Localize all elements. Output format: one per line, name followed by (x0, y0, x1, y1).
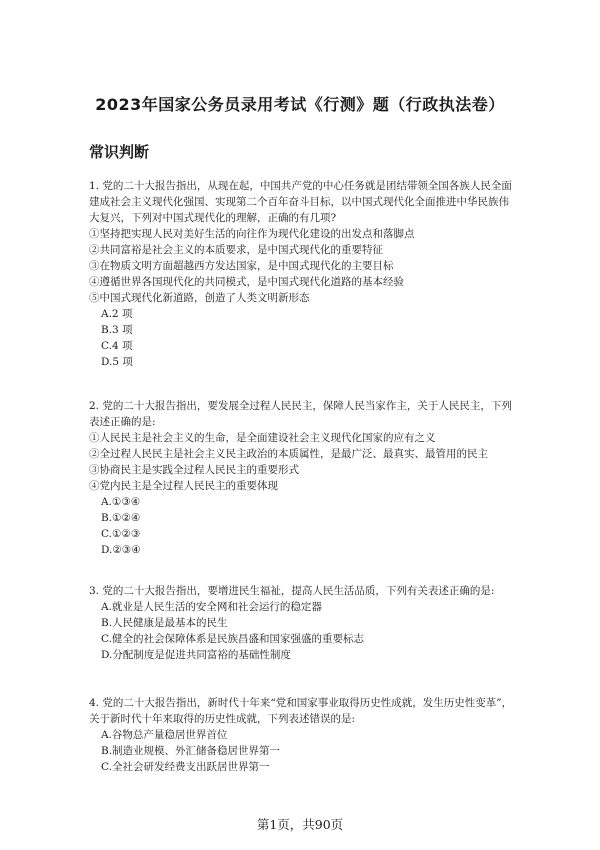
section-heading: 常识判断 (89, 143, 150, 161)
answer-option: C.健全的社会保障体系是民族昌盛和国家强盛的重要标志 (101, 633, 364, 645)
answer-option: D.②③④ (101, 544, 141, 556)
question-stem: 3. 党的二十大报告指出，要增进民生福祉，提高人民生活品质，下列有关表述正确的是: (89, 585, 495, 597)
statement: ①人民民主是社会主义的生命，是全面建设社会主义现代化国家的应有之义 (89, 432, 436, 444)
question-3 (89, 583, 519, 663)
answer-option: B.3 项 (101, 324, 133, 336)
answer-option: A.就业是人民生活的安全网和社会运行的稳定器 (101, 601, 322, 613)
question-2 (89, 398, 519, 558)
answer-option: B.①②④ (101, 512, 141, 524)
answer-option: A.①③④ (101, 496, 141, 508)
question-stem: 4. 党的二十大报告指出，新时代十年来“党和国家事业取得历史性成就，发生历史性变革”，关于新时代十年来取得的历史性成就，下列表述错误的是: (89, 697, 513, 725)
statement: ④党内民主是全过程人民民主的重要体现 (89, 480, 278, 492)
statement: ⑤中国式现代化新道路，创造了人类文明新形态 (89, 292, 310, 304)
question-1 (89, 178, 519, 370)
statement: ②共同富裕是社会主义的本质要求，是中国式现代化的重要特征 (89, 244, 383, 256)
answer-option: D.5 项 (101, 356, 133, 368)
statement: ④遵循世界各国现代化的共同模式，是中国式现代化道路的基本经验 (89, 276, 404, 288)
statement: ③在物质文明方面超越西方发达国家，是中国式现代化的主要目标 (89, 260, 394, 272)
answer-option: D.分配制度是促进共同富裕的基础性制度 (101, 649, 291, 661)
question-stem: 2. 党的二十大报告指出，要发展全过程人民民主，保障人民当家作主，关于人民民主，下列表述正确的是: (89, 400, 512, 428)
answer-option: C.全社会研发经费支出跃居世界第一 (101, 761, 270, 773)
statement: ③协商民主是实践全过程人民民主的重要形式 (89, 464, 299, 476)
statement: ②全过程人民民主是社会主义民主政治的本质属性，是最广泛、最真实、最管用的民主 (89, 448, 488, 460)
question-4 (89, 695, 519, 775)
question-stem: 1. 党的二十大报告指出，从现在起，中国共产党的中心任务就是团结带领全国各族人民全面建成社会主义现代化强国、实现第二个百年奋斗目标，以中国式现代化全面推进中华民族伟大复兴，下列对中国式现代化的理解，正确的有几项? (89, 180, 512, 224)
page-number: 第1页，共90页 (256, 817, 344, 832)
answer-option: B.人民健康是最基本的民生 (101, 617, 228, 629)
statement: ①坚持把实现人民对美好生活的向往作为现代化建设的出发点和落脚点 (89, 228, 415, 240)
answer-option: C.①②③ (101, 528, 141, 540)
answer-option: C.4 项 (101, 340, 133, 352)
answer-option: A.谷物总产量稳居世界首位 (101, 729, 228, 741)
document-title: 2023年国家公务员录用考试《行测》题（行政执法卷） (95, 95, 505, 114)
answer-option: A.2 项 (101, 308, 133, 320)
answer-option: B.制造业规模、外汇储备稳居世界第一 (101, 745, 281, 757)
